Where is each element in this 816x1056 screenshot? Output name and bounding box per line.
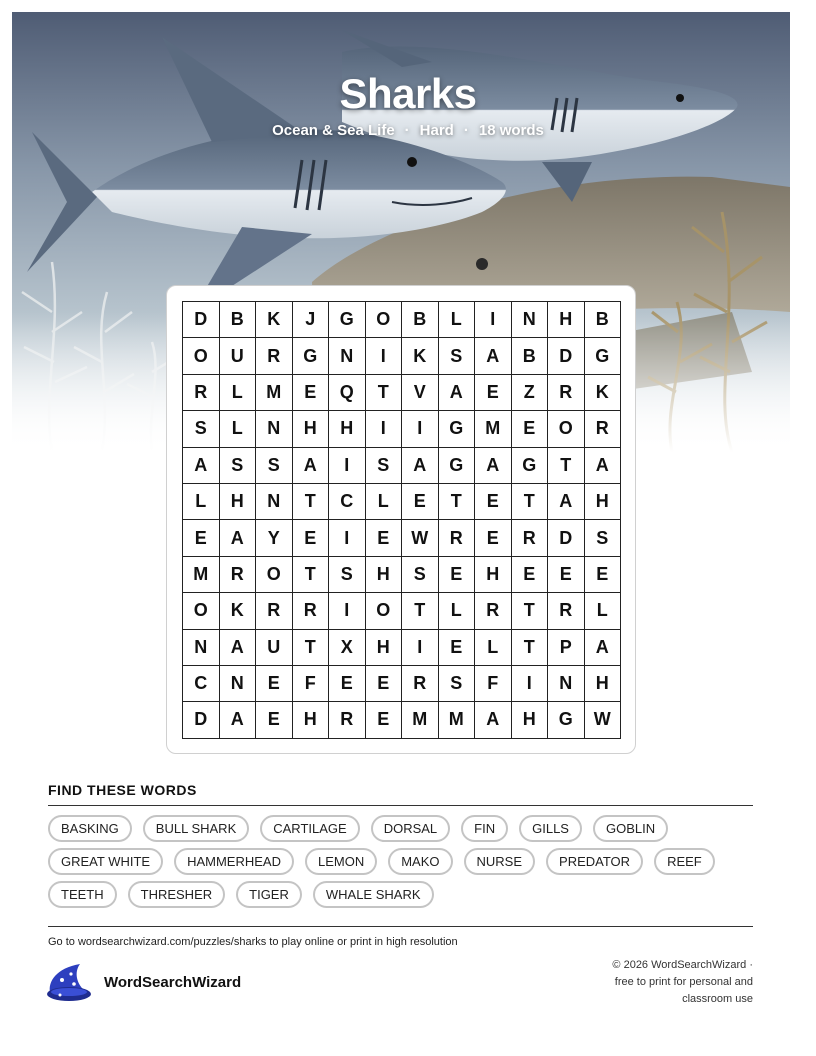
grid-cell[interactable]: H: [366, 557, 403, 593]
grid-cell[interactable]: G: [439, 448, 476, 484]
grid-cell[interactable]: K: [256, 302, 293, 338]
grid-cell[interactable]: G: [293, 338, 330, 374]
grid-cell[interactable]: H: [548, 302, 585, 338]
grid-cell[interactable]: D: [183, 702, 220, 738]
grid-cell[interactable]: A: [585, 448, 622, 484]
copyright-note: [583, 957, 753, 1008]
grid-cell[interactable]: L: [475, 630, 512, 666]
grid-cell[interactable]: S: [439, 666, 476, 702]
grid-cell[interactable]: A: [585, 630, 622, 666]
grid-cell[interactable]: K: [220, 593, 257, 629]
grid-cell[interactable]: G: [585, 338, 622, 374]
grid-cell[interactable]: M: [256, 375, 293, 411]
divider: [48, 805, 753, 806]
brand: [46, 962, 241, 1002]
puzzle-card: [166, 285, 636, 754]
grid-cell[interactable]: Y: [256, 520, 293, 556]
puzzle-meta: [0, 122, 816, 139]
grid-cell[interactable]: B: [512, 338, 549, 374]
word-chip: GOBLIN: [593, 815, 668, 842]
grid-cell[interactable]: S: [585, 520, 622, 556]
grid-cell[interactable]: T: [548, 448, 585, 484]
word-chip: PREDATOR: [546, 848, 643, 875]
grid-cell[interactable]: N: [256, 411, 293, 447]
grid-cell[interactable]: I: [329, 520, 366, 556]
grid-cell[interactable]: O: [183, 338, 220, 374]
word-chip: NURSE: [464, 848, 536, 875]
grid-cell[interactable]: E: [183, 520, 220, 556]
grid-cell[interactable]: E: [548, 557, 585, 593]
grid-cell[interactable]: H: [585, 666, 622, 702]
word-chip: DORSAL: [371, 815, 450, 842]
grid-cell[interactable]: R: [293, 593, 330, 629]
grid-cell[interactable]: X: [329, 630, 366, 666]
grid-cell[interactable]: E: [585, 557, 622, 593]
grid-cell[interactable]: D: [548, 520, 585, 556]
grid-cell[interactable]: O: [256, 557, 293, 593]
grid-cell[interactable]: R: [548, 375, 585, 411]
grid-cell[interactable]: R: [256, 338, 293, 374]
grid-cell[interactable]: L: [439, 302, 476, 338]
grid-cell[interactable]: R: [256, 593, 293, 629]
grid-cell[interactable]: E: [512, 411, 549, 447]
grid-cell[interactable]: N: [220, 666, 257, 702]
letter-grid: [182, 301, 621, 739]
difficulty-label: Hard: [419, 122, 454, 139]
copyright-line: free to print for personal and: [614, 976, 753, 988]
grid-cell[interactable]: H: [293, 411, 330, 447]
word-chip: REEF: [654, 848, 715, 875]
grid-cell[interactable]: K: [402, 338, 439, 374]
grid-cell[interactable]: A: [220, 630, 257, 666]
word-chip: LEMON: [305, 848, 377, 875]
word-chip: WHALE SHARK: [313, 881, 434, 908]
word-chip: THRESHER: [128, 881, 226, 908]
grid-cell[interactable]: F: [475, 666, 512, 702]
grid-cell[interactable]: Z: [512, 375, 549, 411]
grid-cell[interactable]: A: [402, 448, 439, 484]
grid-cell[interactable]: A: [293, 448, 330, 484]
grid-cell[interactable]: E: [256, 666, 293, 702]
grid-cell[interactable]: A: [220, 520, 257, 556]
grid-cell[interactable]: E: [475, 375, 512, 411]
grid-cell[interactable]: W: [402, 520, 439, 556]
grid-cell[interactable]: W: [585, 702, 622, 738]
word-count-label: 18 words: [478, 122, 544, 139]
grid-cell[interactable]: B: [220, 302, 257, 338]
grid-cell[interactable]: R: [329, 702, 366, 738]
grid-cell[interactable]: O: [366, 593, 403, 629]
grid-cell[interactable]: N: [512, 302, 549, 338]
grid-cell[interactable]: M: [402, 702, 439, 738]
grid-cell[interactable]: R: [439, 520, 476, 556]
grid-cell[interactable]: G: [548, 702, 585, 738]
word-chip: CARTILAGE: [260, 815, 359, 842]
word-chip: BULL SHARK: [143, 815, 249, 842]
grid-cell[interactable]: E: [366, 666, 403, 702]
grid-cell[interactable]: D: [548, 338, 585, 374]
grid-cell[interactable]: H: [512, 702, 549, 738]
grid-cell[interactable]: C: [329, 484, 366, 520]
grid-cell[interactable]: O: [183, 593, 220, 629]
grid-cell[interactable]: S: [439, 338, 476, 374]
grid-cell[interactable]: Q: [329, 375, 366, 411]
wizard-hat-icon: [46, 962, 92, 1002]
divider: [48, 926, 753, 927]
grid-cell[interactable]: R: [512, 520, 549, 556]
grid-cell[interactable]: T: [366, 375, 403, 411]
grid-cell[interactable]: I: [366, 338, 403, 374]
grid-cell[interactable]: A: [183, 448, 220, 484]
grid-cell[interactable]: E: [439, 557, 476, 593]
copyright-line: © 2026 WordSearchWizard ·: [612, 959, 753, 971]
grid-cell[interactable]: S: [329, 557, 366, 593]
grid-cell[interactable]: U: [220, 338, 257, 374]
grid-cell[interactable]: R: [585, 411, 622, 447]
grid-cell[interactable]: M: [439, 702, 476, 738]
play-online-note: Go to wordsearchwizard.com/puzzles/sharks to play online or print in high resolution: [48, 936, 458, 948]
grid-cell[interactable]: S: [220, 448, 257, 484]
grid-cell[interactable]: T: [293, 630, 330, 666]
grid-cell[interactable]: S: [366, 448, 403, 484]
grid-cell[interactable]: H: [585, 484, 622, 520]
word-chip: TEETH: [48, 881, 117, 908]
grid-cell[interactable]: T: [512, 484, 549, 520]
grid-cell[interactable]: T: [512, 593, 549, 629]
grid-cell[interactable]: M: [475, 411, 512, 447]
grid-cell[interactable]: T: [293, 484, 330, 520]
grid-cell[interactable]: E: [366, 702, 403, 738]
grid-cell[interactable]: E: [439, 630, 476, 666]
grid-cell[interactable]: O: [548, 411, 585, 447]
category-label: Ocean & Sea Life: [272, 122, 395, 139]
page-title: Sharks: [339, 70, 477, 117]
grid-cell[interactable]: C: [183, 666, 220, 702]
grid-cell[interactable]: L: [183, 484, 220, 520]
grid-cell[interactable]: G: [329, 302, 366, 338]
grid-cell[interactable]: A: [439, 375, 476, 411]
grid-cell[interactable]: E: [512, 557, 549, 593]
grid-cell[interactable]: L: [220, 411, 257, 447]
word-chip: MAKO: [388, 848, 452, 875]
grid-cell[interactable]: N: [256, 484, 293, 520]
grid-cell[interactable]: R: [548, 593, 585, 629]
grid-cell[interactable]: O: [366, 302, 403, 338]
grid-cell[interactable]: I: [475, 302, 512, 338]
grid-cell[interactable]: F: [293, 666, 330, 702]
grid-cell[interactable]: E: [366, 520, 403, 556]
grid-cell[interactable]: A: [548, 484, 585, 520]
grid-cell[interactable]: A: [475, 702, 512, 738]
grid-cell[interactable]: S: [183, 411, 220, 447]
grid-cell[interactable]: H: [293, 702, 330, 738]
grid-cell[interactable]: E: [256, 702, 293, 738]
grid-cell[interactable]: B: [402, 302, 439, 338]
separator: ·: [404, 122, 410, 139]
grid-cell[interactable]: R: [220, 557, 257, 593]
grid-cell[interactable]: I: [402, 630, 439, 666]
grid-cell[interactable]: L: [366, 484, 403, 520]
grid-cell[interactable]: H: [475, 557, 512, 593]
grid-cell[interactable]: I: [366, 411, 403, 447]
word-chip: HAMMERHEAD: [174, 848, 294, 875]
grid-cell[interactable]: A: [475, 338, 512, 374]
grid-cell[interactable]: T: [512, 630, 549, 666]
grid-cell[interactable]: R: [402, 666, 439, 702]
grid-cell[interactable]: I: [329, 448, 366, 484]
grid-cell[interactable]: J: [293, 302, 330, 338]
grid-cell[interactable]: S: [402, 557, 439, 593]
grid-cell[interactable]: E: [475, 520, 512, 556]
grid-cell[interactable]: B: [585, 302, 622, 338]
word-chip: BASKING: [48, 815, 132, 842]
grid-cell[interactable]: T: [293, 557, 330, 593]
word-bank: [48, 815, 768, 908]
grid-cell[interactable]: E: [293, 520, 330, 556]
copyright-line: classroom use: [682, 993, 753, 1005]
grid-cell[interactable]: I: [512, 666, 549, 702]
grid-cell[interactable]: L: [220, 375, 257, 411]
grid-cell[interactable]: N: [329, 338, 366, 374]
grid-cell[interactable]: K: [585, 375, 622, 411]
grid-cell[interactable]: N: [548, 666, 585, 702]
word-chip: GILLS: [519, 815, 582, 842]
grid-cell[interactable]: A: [220, 702, 257, 738]
grid-cell[interactable]: V: [402, 375, 439, 411]
grid-cell[interactable]: S: [256, 448, 293, 484]
word-chip: TIGER: [236, 881, 302, 908]
grid-cell[interactable]: M: [183, 557, 220, 593]
grid-cell[interactable]: N: [183, 630, 220, 666]
grid-cell[interactable]: R: [183, 375, 220, 411]
separator: ·: [463, 122, 469, 139]
word-chip: GREAT WHITE: [48, 848, 163, 875]
grid-cell[interactable]: E: [475, 484, 512, 520]
grid-cell[interactable]: E: [293, 375, 330, 411]
grid-cell[interactable]: I: [329, 593, 366, 629]
grid-cell[interactable]: H: [220, 484, 257, 520]
word-bank-heading: FIND THESE WORDS: [48, 782, 197, 798]
grid-cell[interactable]: R: [475, 593, 512, 629]
grid-cell[interactable]: L: [585, 593, 622, 629]
grid-cell[interactable]: H: [329, 411, 366, 447]
grid-cell[interactable]: A: [475, 448, 512, 484]
grid-cell[interactable]: L: [439, 593, 476, 629]
grid-cell[interactable]: D: [183, 302, 220, 338]
brand-name: WordSearchWizard: [104, 973, 242, 991]
grid-cell[interactable]: P: [548, 630, 585, 666]
grid-cell[interactable]: E: [329, 666, 366, 702]
grid-cell[interactable]: T: [402, 593, 439, 629]
word-chip: FIN: [461, 815, 508, 842]
grid-cell[interactable]: E: [402, 484, 439, 520]
grid-cell[interactable]: H: [366, 630, 403, 666]
grid-cell[interactable]: U: [256, 630, 293, 666]
grid-cell[interactable]: I: [402, 411, 439, 447]
grid-cell[interactable]: G: [512, 448, 549, 484]
grid-cell[interactable]: G: [439, 411, 476, 447]
grid-cell[interactable]: T: [439, 484, 476, 520]
